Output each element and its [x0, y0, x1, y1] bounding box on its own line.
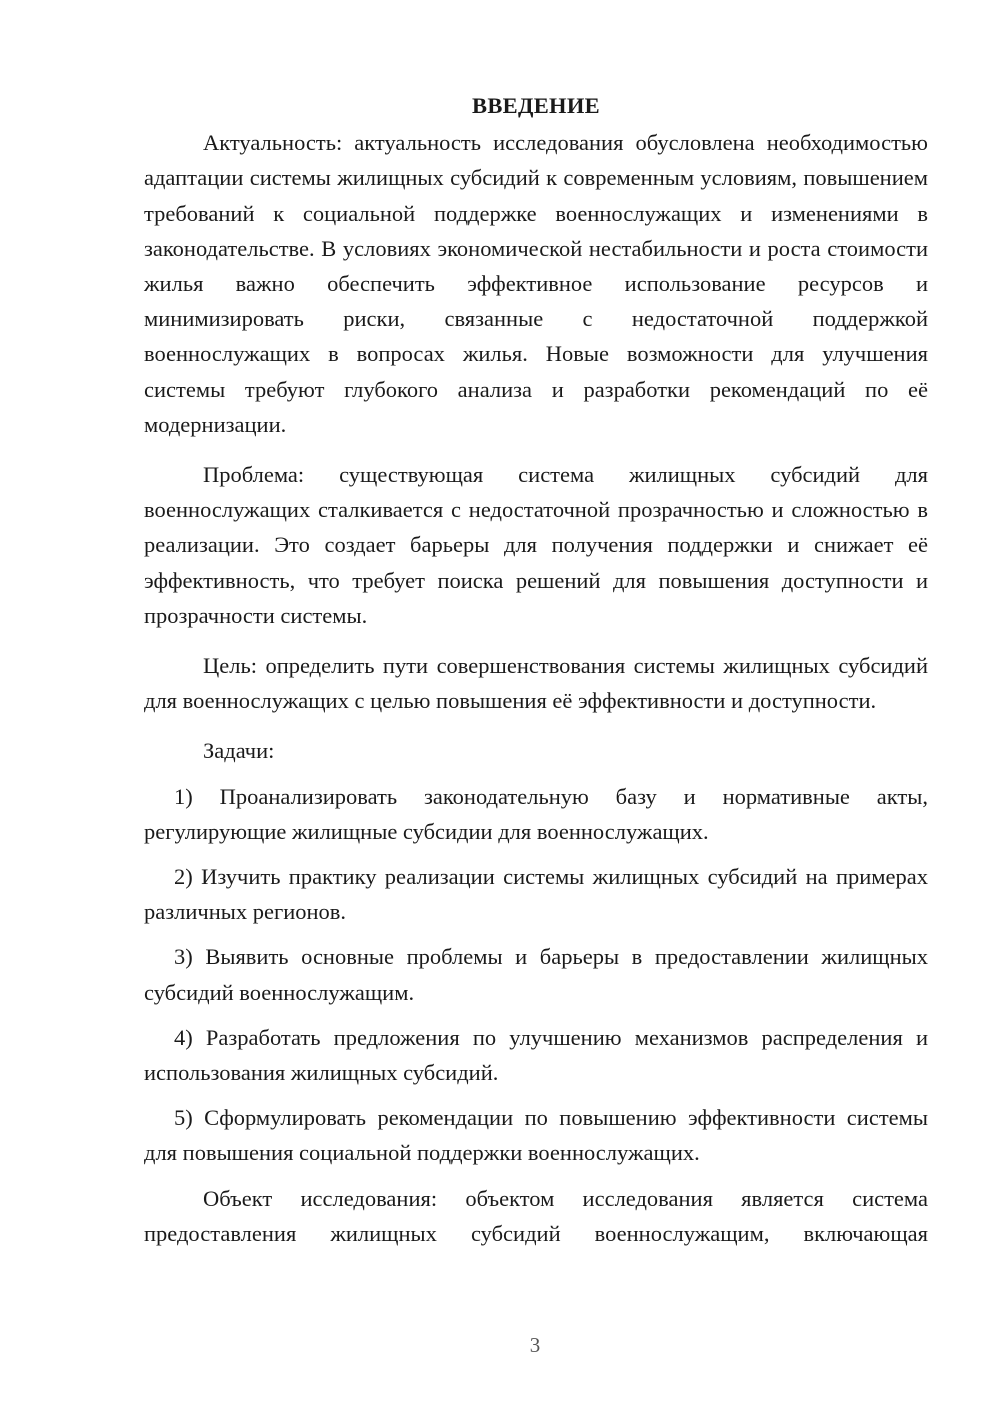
section-heading: ВВЕДЕНИЕ [472, 93, 600, 118]
task-item-1: 1) Проанализировать законодательную базу и нормативные акты, регулирующие жилищные субсидии для военнослужащих. [144, 783, 928, 844]
task-item-5: 5) Сформулировать рекомендации по повышению эффективности системы для повышения социальной поддержки военнослужащих. [144, 1105, 928, 1166]
task-item-2: 2) Изучить практику реализации системы жилищных субсидий на примерах различных регионов. [144, 864, 928, 925]
relevance-paragraph: Актуальность: актуальность исследования обусловлена необходимостью адаптации системы жилищных субсидий к современным условиям, повышением требований к социальной поддержке военнослужащих и изменениями в законодательстве. В условиях экономической нестабильности и роста стоимости жилья важно обеспечить эффективное использование ресурсов и минимизировать риски, связанные с недостаточной поддержкой военнослужащих в вопросах жилья. Новые возможности для улучшения системы требуют глубокого анализа и разработки рекомендаций по её модернизации. [144, 130, 928, 437]
problem-paragraph: Проблема: существующая система жилищных субсидий для военнослужащих сталкивается с недостаточной прозрачностью и сложностью в реализации. Это создает барьеры для получения поддержки и снижает её эффективность, что требует поиска решений для повышения доступности и прозрачности системы. [144, 462, 928, 628]
page-body [144, 88, 928, 1251]
task-item-3: 3) Выявить основные проблемы и барьеры в предоставлении жилищных субсидий военнослужащим. [144, 944, 928, 1005]
page-number: 3 [529, 1333, 541, 1357]
object-paragraph: Объект исследования: объектом исследования является система предоставления жилищных субсидий военнослужащим, включающая [144, 1185, 928, 1246]
goal-paragraph: Цель: определить пути совершенствования системы жилищных субсидий для военнослужащих с целью повышения её эффективности и доступности. [144, 653, 928, 714]
task-item-4: 4) Разработать предложения по улучшению механизмов распределения и использования жилищных субсидий. [144, 1024, 928, 1086]
tasks-label: Задачи: [203, 738, 275, 764]
